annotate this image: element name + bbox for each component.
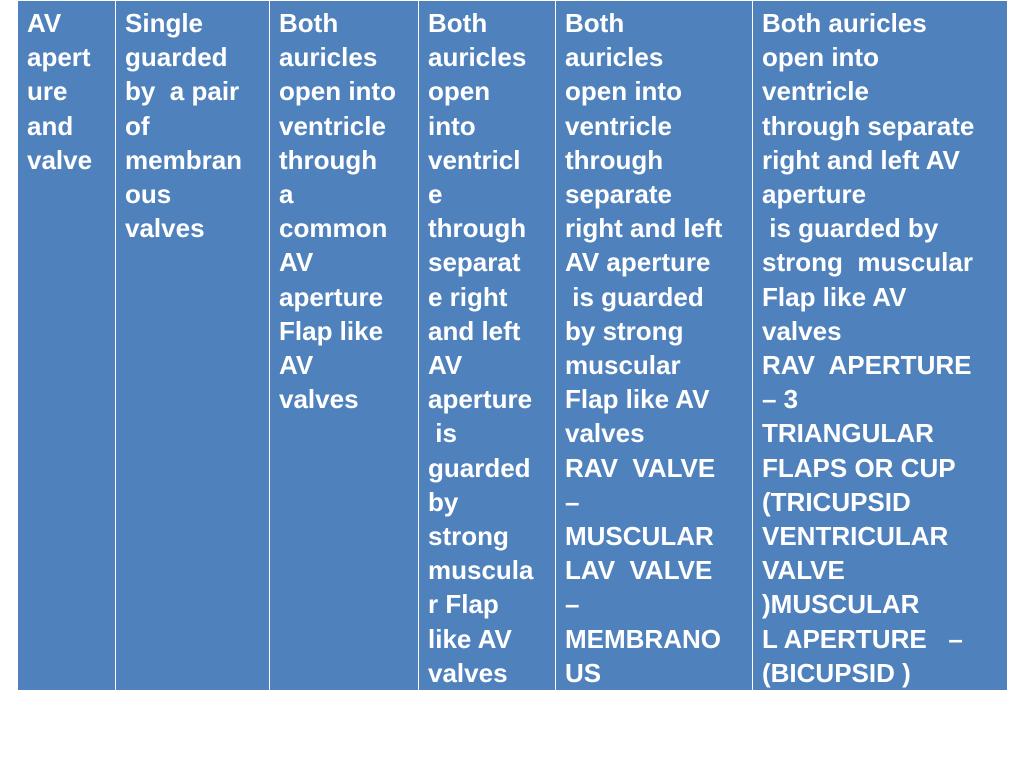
table-cell: Both auricles open into ventricl e through separat e right and left AV aperture is guarded by strong muscula r Flap like AV valves: [419, 1, 556, 691]
table-cell: Single guarded by a pair of membran ous valves: [116, 1, 270, 691]
table-cell: Both auricles open into ventricle through a common AV aperture Flap like AV valves: [270, 1, 419, 691]
table-cell: Both auricles open into ventricle through separate right and left AV aperture is guarded by strong muscular Flap like AV valves RAV VALVE – MUSCULAR LAV VALVE – MEMBRANO US: [556, 1, 753, 691]
table-row: [18, 1, 1008, 691]
table-cell: Both auricles open into ventricle through separate right and left AV aperture is guarded by strong muscular Flap like AV valves RAV APERTURE – 3 TRIANGULAR FLAPS OR CUP (TRICUPSID VENTRICULAR VALVE )MUSCULAR L APERTURE – (BICUPSID ): [753, 1, 1008, 691]
row-heading-cell: AV apert ure and valve: [18, 1, 116, 691]
av-comparison-table: [17, 0, 1008, 691]
